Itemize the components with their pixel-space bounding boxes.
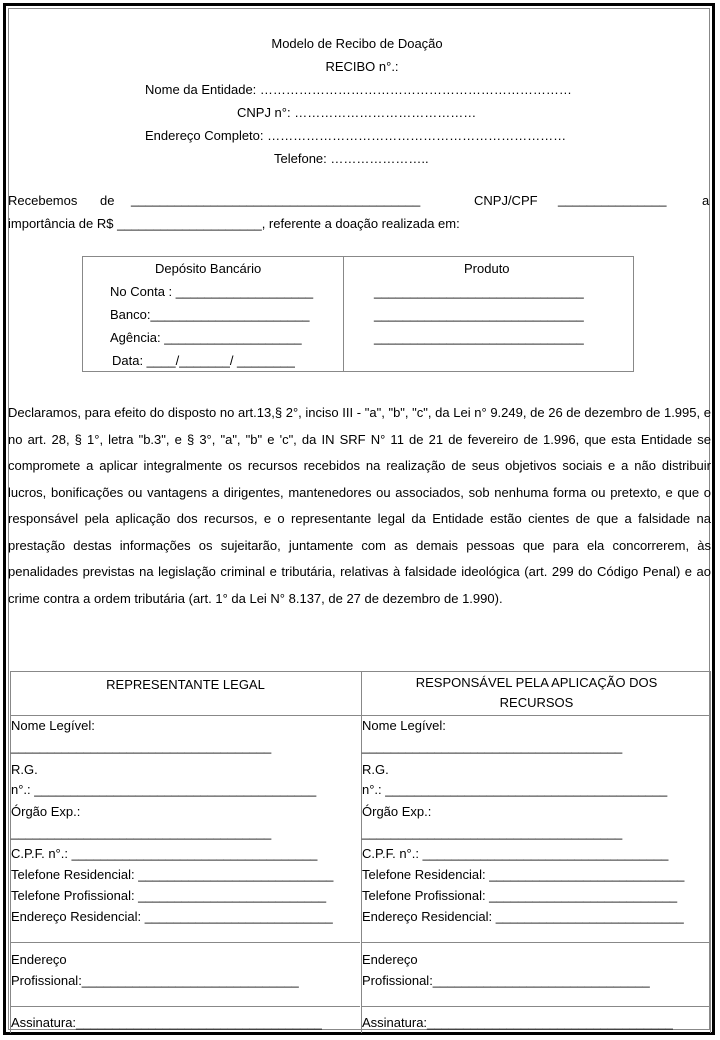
receipt-de: de xyxy=(100,193,115,208)
right-work-address: Profissional:______________________________ xyxy=(362,973,650,988)
cnpj-line: CNPJ n°: …………………………………… xyxy=(237,105,477,120)
right-section-rule-1 xyxy=(362,942,711,943)
right-rg-label: R.G. xyxy=(362,762,389,777)
left-name-label: Nome Legível: xyxy=(11,718,95,733)
declaration-paragraph: Declaramos, para efeito do disposto no art.13,§ 2°, inciso III - "a", "b", "c", da Lei n° 9.249, de 26 de dezembro de 1.995, e no art. 28, § 1°, letra "b.3", e § 3°, "a", "b" e 'c", da IN SRF N° 11 de 21 de fevereiro de 1.996, que esta Entidade se compromete a aplicar integralmente os recursos recebidos na realização de seus objetivos sociais e a não distribuir lucros, bonificações ou vantagens a dirigentes, mantenedores ou associados, sob nenhuma forma ou pretexto, e que o responsável pela aplicação dos recursos, e o representante legal da Entidade estão cientes de que a falsidade na prestação destas informações os sujeitarão, juntamente com as demais pessoas que para ela concorrerem, às penalidades previstas na legislação criminal e tributária, relativas à falsidade ideológica (art. 299 do Código Penal) e ao crime contra a ordem tributária (art. 1° da Lei N° 8.137, de 27 de dezembro de 1.990). xyxy=(8,405,711,606)
deposit-date: Data: ____/_______/ ________ xyxy=(112,353,295,368)
receipt-amount-line: importância de R$ ____________________, referente a doação realizada em: xyxy=(8,216,460,231)
left-work-address: Profissional:______________________________ xyxy=(11,973,299,988)
deposit-account: No Conta : ___________________ xyxy=(110,284,314,299)
product-line-1: _____________________________ xyxy=(374,284,584,299)
signature-header-rule xyxy=(10,715,711,716)
right-section-rule-2 xyxy=(362,1006,711,1007)
phone-line: Telefone: ………………….. xyxy=(274,151,429,166)
left-rg-number: n°.: _______________________________________ xyxy=(11,782,317,797)
deposit-table-divider xyxy=(343,256,344,372)
left-signature-line: Assinatura:__________________________________ xyxy=(11,1015,322,1030)
right-cpf: C.P.F. n°.: __________________________________ xyxy=(362,846,669,861)
right-home-phone: Telefone Residencial: ___________________________ xyxy=(362,867,685,882)
left-name-blank: ____________________________________ xyxy=(11,739,272,754)
receipt-cnpj-blank: _______________ xyxy=(558,192,667,207)
document-title: Modelo de Recibo de Doação xyxy=(271,36,443,51)
product-line-3: _____________________________ xyxy=(374,330,584,345)
left-work-address-label: Endereço xyxy=(11,952,67,967)
right-issuer-blank: ____________________________________ xyxy=(362,825,623,840)
entity-name-line: Nome da Entidade: ……………………………………………………………… xyxy=(145,82,572,97)
receipt-a: a xyxy=(702,193,710,208)
right-issuer-label: Órgão Exp.: xyxy=(362,804,432,819)
left-cpf: C.P.F. n°.: __________________________________ xyxy=(11,846,318,861)
receipt-donor-blank: ________________________________________ xyxy=(131,192,421,207)
right-home-address: Endereço Residencial: __________________________ xyxy=(362,909,684,924)
responsible-header-line-2: RECURSOS xyxy=(499,695,574,710)
deposit-bank: Banco:______________________ xyxy=(110,307,310,322)
receipt-recebemos: Recebemos xyxy=(8,193,78,208)
recibo-number-label: RECIBO n°.: xyxy=(325,59,399,74)
left-section-rule-1 xyxy=(10,942,360,943)
right-name-blank: ____________________________________ xyxy=(362,739,623,754)
left-issuer-blank: ____________________________________ xyxy=(11,825,272,840)
left-work-phone: Telefone Profissional: __________________________ xyxy=(11,888,327,903)
left-issuer-label: Órgão Exp.: xyxy=(11,804,81,819)
left-section-rule-2 xyxy=(10,1006,360,1007)
right-work-phone: Telefone Profissional: __________________________ xyxy=(362,888,678,903)
right-signature-line: Assinatura:__________________________________ xyxy=(362,1015,673,1030)
right-rg-number: n°.: _______________________________________ xyxy=(362,782,668,797)
right-name-label: Nome Legível: xyxy=(362,718,446,733)
product-title: Produto xyxy=(464,261,510,276)
address-line: Endereço Completo: …………………………………………………………… xyxy=(145,128,567,143)
deposit-title: Depósito Bancário xyxy=(155,261,262,276)
product-line-2: _____________________________ xyxy=(374,307,584,322)
left-home-address: Endereço Residencial: __________________________ xyxy=(11,909,333,924)
deposit-agency: Agência: ___________________ xyxy=(110,330,302,345)
responsible-header-line-1: RESPONSÁVEL PELA APLICAÇÃO DOS xyxy=(415,675,658,690)
left-rg-label: R.G. xyxy=(11,762,38,777)
left-home-phone: Telefone Residencial: ___________________________ xyxy=(11,867,334,882)
legal-representative-header: REPRESENTANTE LEGAL xyxy=(106,677,265,692)
right-work-address-label: Endereço xyxy=(362,952,418,967)
receipt-cnpj-cpf: CNPJ/CPF xyxy=(474,193,538,208)
